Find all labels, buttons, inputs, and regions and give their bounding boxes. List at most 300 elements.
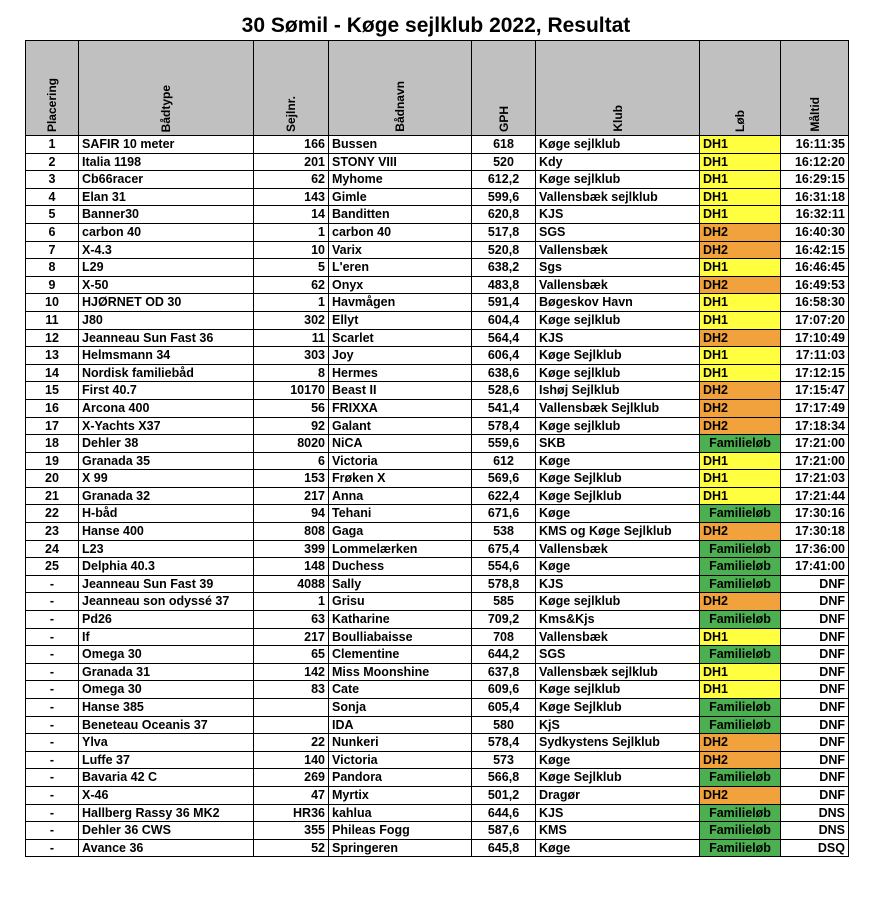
table-row — [26, 804, 849, 822]
cell-loeb: DH1 — [700, 294, 781, 312]
cell-klub: Køge Sejlklub — [536, 347, 700, 365]
cell-gph: 554,6 — [472, 558, 536, 576]
results-body — [26, 136, 849, 857]
cell-klub: Køge sejlklub — [536, 311, 700, 329]
cell-gph: 671,6 — [472, 505, 536, 523]
cell-klub: Vallensbæk Sejlklub — [536, 399, 700, 417]
cell-loeb: DH2 — [700, 417, 781, 435]
table-row — [26, 188, 849, 206]
cell-placering: 21 — [26, 487, 79, 505]
cell-gph: 483,8 — [472, 276, 536, 294]
table-row — [26, 435, 849, 453]
cell-gph: 520,8 — [472, 241, 536, 259]
cell-sejlnr: 399 — [254, 540, 329, 558]
cell-placering: 7 — [26, 241, 79, 259]
cell-maaltid: DNF — [781, 575, 849, 593]
cell-gph: 644,6 — [472, 804, 536, 822]
cell-placering: - — [26, 822, 79, 840]
cell-maaltid: DNF — [781, 716, 849, 734]
table-row — [26, 769, 849, 787]
cell-baadnavn: Pandora — [329, 769, 472, 787]
table-row — [26, 505, 849, 523]
cell-gph: 618 — [472, 136, 536, 154]
cell-placering: 5 — [26, 206, 79, 224]
cell-baadtype: Jeanneau Sun Fast 36 — [79, 329, 254, 347]
cell-loeb: DH1 — [700, 171, 781, 189]
cell-klub: KJS — [536, 329, 700, 347]
cell-sejlnr: 201 — [254, 153, 329, 171]
results-table — [25, 40, 849, 857]
cell-klub: Køge Sejlklub — [536, 487, 700, 505]
cell-loeb: Familieløb — [700, 822, 781, 840]
cell-baadnavn: Gimle — [329, 188, 472, 206]
cell-baadnavn: L'eren — [329, 259, 472, 277]
table-row — [26, 417, 849, 435]
cell-baadnavn: Myrtix — [329, 786, 472, 804]
cell-baadtype: Pd26 — [79, 611, 254, 629]
table-row — [26, 734, 849, 752]
cell-loeb: Familieløb — [700, 435, 781, 453]
cell-loeb: DH1 — [700, 452, 781, 470]
cell-maaltid: 16:12:20 — [781, 153, 849, 171]
cell-maaltid: 16:32:11 — [781, 206, 849, 224]
cell-maaltid: 17:11:03 — [781, 347, 849, 365]
cell-placering: 4 — [26, 188, 79, 206]
table-row — [26, 329, 849, 347]
header-sejlnr: Sejlnr. — [254, 41, 329, 136]
cell-baadtype: Omega 30 — [79, 681, 254, 699]
cell-gph: 638,2 — [472, 259, 536, 277]
cell-maaltid: 17:18:34 — [781, 417, 849, 435]
cell-sejlnr: 11 — [254, 329, 329, 347]
cell-baadtype: Jeanneau Sun Fast 39 — [79, 575, 254, 593]
cell-placering: - — [26, 611, 79, 629]
cell-gph: 638,6 — [472, 364, 536, 382]
cell-maaltid: 17:41:00 — [781, 558, 849, 576]
cell-baadnavn: carbon 40 — [329, 223, 472, 241]
cell-gph: 605,4 — [472, 699, 536, 717]
cell-klub: Køge — [536, 839, 700, 857]
cell-maaltid: 16:42:15 — [781, 241, 849, 259]
cell-klub: Køge — [536, 751, 700, 769]
cell-gph: 501,2 — [472, 786, 536, 804]
cell-klub: Kdy — [536, 153, 700, 171]
cell-gph: 644,2 — [472, 646, 536, 664]
cell-placering: 17 — [26, 417, 79, 435]
header-gph: GPH — [472, 41, 536, 136]
cell-sejlnr: 303 — [254, 347, 329, 365]
cell-loeb: DH1 — [700, 311, 781, 329]
cell-maaltid: 17:21:00 — [781, 452, 849, 470]
cell-maaltid: DSQ — [781, 839, 849, 857]
cell-gph: 520 — [472, 153, 536, 171]
cell-klub: Vallensbæk — [536, 628, 700, 646]
cell-sejlnr: 83 — [254, 681, 329, 699]
table-row — [26, 628, 849, 646]
cell-maaltid: DNF — [781, 769, 849, 787]
cell-klub: KJS — [536, 206, 700, 224]
cell-placering: 20 — [26, 470, 79, 488]
header-baadnavn: Bådnavn — [329, 41, 472, 136]
cell-sejlnr: 94 — [254, 505, 329, 523]
cell-baadnavn: Clementine — [329, 646, 472, 664]
cell-baadnavn: Beast II — [329, 382, 472, 400]
header-baadtype: Bådtype — [79, 41, 254, 136]
cell-loeb: DH1 — [700, 188, 781, 206]
cell-loeb: DH2 — [700, 523, 781, 541]
cell-baadtype: Granada 31 — [79, 663, 254, 681]
cell-maaltid: DNS — [781, 822, 849, 840]
cell-baadnavn: Anna — [329, 487, 472, 505]
cell-sejlnr: 302 — [254, 311, 329, 329]
cell-maaltid: 16:49:53 — [781, 276, 849, 294]
cell-baadnavn: Varix — [329, 241, 472, 259]
table-row — [26, 575, 849, 593]
cell-baadtype: X-4.3 — [79, 241, 254, 259]
cell-loeb: DH2 — [700, 276, 781, 294]
cell-klub: KJS — [536, 804, 700, 822]
cell-loeb: DH1 — [700, 347, 781, 365]
cell-loeb: DH1 — [700, 487, 781, 505]
cell-loeb: DH1 — [700, 136, 781, 154]
cell-placering: 15 — [26, 382, 79, 400]
cell-sejlnr: 22 — [254, 734, 329, 752]
cell-gph: 578,4 — [472, 734, 536, 752]
cell-placering: - — [26, 681, 79, 699]
cell-placering: 6 — [26, 223, 79, 241]
cell-klub: Sgs — [536, 259, 700, 277]
cell-baadnavn: Tehani — [329, 505, 472, 523]
cell-klub: Køge Sejlklub — [536, 769, 700, 787]
cell-gph: 538 — [472, 523, 536, 541]
cell-placering: - — [26, 769, 79, 787]
table-row — [26, 276, 849, 294]
cell-placering: - — [26, 734, 79, 752]
cell-maaltid: 16:11:35 — [781, 136, 849, 154]
cell-baadnavn: Hermes — [329, 364, 472, 382]
cell-baadnavn: Banditten — [329, 206, 472, 224]
cell-maaltid: 16:40:30 — [781, 223, 849, 241]
cell-loeb: Familieløb — [700, 540, 781, 558]
cell-placering: - — [26, 751, 79, 769]
cell-sejlnr: 153 — [254, 470, 329, 488]
cell-baadtype: Hallberg Rassy 36 MK2 — [79, 804, 254, 822]
header-placering: Placering — [26, 41, 79, 136]
cell-gph: 541,4 — [472, 399, 536, 417]
cell-klub: KMS — [536, 822, 700, 840]
cell-baadtype: Luffe 37 — [79, 751, 254, 769]
cell-klub: Køge — [536, 452, 700, 470]
cell-klub: Køge sejlklub — [536, 364, 700, 382]
cell-placering: - — [26, 575, 79, 593]
cell-sejlnr: 63 — [254, 611, 329, 629]
cell-placering: 13 — [26, 347, 79, 365]
table-row — [26, 347, 849, 365]
cell-baadtype: Cb66racer — [79, 171, 254, 189]
cell-sejlnr: 56 — [254, 399, 329, 417]
cell-baadnavn: Victoria — [329, 452, 472, 470]
cell-baadtype: First 40.7 — [79, 382, 254, 400]
cell-baadnavn: Galant — [329, 417, 472, 435]
cell-gph: 645,8 — [472, 839, 536, 857]
table-row — [26, 699, 849, 717]
cell-sejlnr: 62 — [254, 276, 329, 294]
cell-baadnavn: Katharine — [329, 611, 472, 629]
table-row — [26, 399, 849, 417]
cell-klub: SKB — [536, 435, 700, 453]
cell-placering: - — [26, 804, 79, 822]
table-row — [26, 611, 849, 629]
cell-maaltid: 17:30:16 — [781, 505, 849, 523]
cell-gph: 637,8 — [472, 663, 536, 681]
cell-maaltid: DNF — [781, 734, 849, 752]
cell-baadnavn: Cate — [329, 681, 472, 699]
cell-klub: Køge sejlklub — [536, 136, 700, 154]
cell-baadtype: Avance 36 — [79, 839, 254, 857]
cell-gph: 569,6 — [472, 470, 536, 488]
cell-baadtype: X-46 — [79, 786, 254, 804]
cell-placering: 25 — [26, 558, 79, 576]
page-title: 30 Sømil - Køge sejlklub 2022, Resultat — [241, 14, 631, 37]
cell-sejlnr: 1 — [254, 223, 329, 241]
cell-sejlnr: 8020 — [254, 435, 329, 453]
cell-loeb: DH1 — [700, 628, 781, 646]
header-klub: Klub — [536, 41, 700, 136]
cell-sejlnr: 148 — [254, 558, 329, 576]
cell-sejlnr: 4088 — [254, 575, 329, 593]
cell-placering: 14 — [26, 364, 79, 382]
cell-klub: SGS — [536, 223, 700, 241]
cell-baadnavn: Springeren — [329, 839, 472, 857]
cell-gph: 620,8 — [472, 206, 536, 224]
cell-baadtype: HJØRNET OD 30 — [79, 294, 254, 312]
cell-maaltid: DNS — [781, 804, 849, 822]
cell-maaltid: DNF — [781, 628, 849, 646]
cell-klub: KjS — [536, 716, 700, 734]
cell-loeb: Familieløb — [700, 575, 781, 593]
cell-placering: 9 — [26, 276, 79, 294]
cell-loeb: DH2 — [700, 593, 781, 611]
cell-placering: 16 — [26, 399, 79, 417]
cell-maaltid: DNF — [781, 699, 849, 717]
cell-klub: Køge — [536, 505, 700, 523]
cell-baadnavn: Bussen — [329, 136, 472, 154]
cell-maaltid: DNF — [781, 786, 849, 804]
cell-baadtype: carbon 40 — [79, 223, 254, 241]
table-row — [26, 646, 849, 664]
cell-gph: 591,4 — [472, 294, 536, 312]
cell-baadnavn: Boulliabaisse — [329, 628, 472, 646]
cell-baadtype: Elan 31 — [79, 188, 254, 206]
cell-gph: 573 — [472, 751, 536, 769]
cell-klub: Køge Sejlklub — [536, 699, 700, 717]
table-row — [26, 839, 849, 857]
cell-sejlnr: 14 — [254, 206, 329, 224]
cell-klub: Køge sejlklub — [536, 171, 700, 189]
cell-baadnavn: Phileas Fogg — [329, 822, 472, 840]
cell-klub: Dragør — [536, 786, 700, 804]
cell-klub: Køge sejlklub — [536, 417, 700, 435]
cell-baadtype: Arcona 400 — [79, 399, 254, 417]
cell-gph: 559,6 — [472, 435, 536, 453]
cell-gph: 578,8 — [472, 575, 536, 593]
cell-loeb: DH1 — [700, 259, 781, 277]
cell-gph: 709,2 — [472, 611, 536, 629]
cell-sejlnr: 142 — [254, 663, 329, 681]
table-row — [26, 470, 849, 488]
cell-baadnavn: Lommelærken — [329, 540, 472, 558]
cell-baadtype: Granada 32 — [79, 487, 254, 505]
cell-sejlnr: 52 — [254, 839, 329, 857]
table-row — [26, 487, 849, 505]
cell-placering: - — [26, 786, 79, 804]
cell-loeb: Familieløb — [700, 558, 781, 576]
cell-loeb: DH1 — [700, 470, 781, 488]
cell-gph: 578,4 — [472, 417, 536, 435]
header-loeb: Løb — [700, 41, 781, 136]
cell-sejlnr: 1 — [254, 294, 329, 312]
cell-sejlnr: 1 — [254, 593, 329, 611]
cell-loeb: DH2 — [700, 223, 781, 241]
cell-loeb: DH1 — [700, 206, 781, 224]
cell-maaltid: 17:21:00 — [781, 435, 849, 453]
cell-baadtype: Banner30 — [79, 206, 254, 224]
table-row — [26, 540, 849, 558]
cell-baadnavn: IDA — [329, 716, 472, 734]
cell-loeb: Familieløb — [700, 611, 781, 629]
cell-loeb: DH2 — [700, 786, 781, 804]
cell-placering: - — [26, 839, 79, 857]
cell-sejlnr: 355 — [254, 822, 329, 840]
cell-baadnavn: Duchess — [329, 558, 472, 576]
cell-baadnavn: Gaga — [329, 523, 472, 541]
cell-maaltid: 17:12:15 — [781, 364, 849, 382]
cell-baadtype: If — [79, 628, 254, 646]
header-maaltid: Måltid — [781, 41, 849, 136]
cell-sejlnr: 6 — [254, 452, 329, 470]
cell-loeb: DH2 — [700, 751, 781, 769]
cell-placering: 10 — [26, 294, 79, 312]
cell-baadtype: L29 — [79, 259, 254, 277]
cell-baadnavn: FRIXXA — [329, 399, 472, 417]
cell-loeb: DH2 — [700, 382, 781, 400]
cell-sejlnr: 808 — [254, 523, 329, 541]
cell-loeb: Familieløb — [700, 505, 781, 523]
cell-sejlnr: HR36 — [254, 804, 329, 822]
cell-loeb: DH2 — [700, 734, 781, 752]
cell-baadnavn: Onyx — [329, 276, 472, 294]
cell-baadnavn: Sonja — [329, 699, 472, 717]
cell-loeb: Familieløb — [700, 699, 781, 717]
table-row — [26, 593, 849, 611]
cell-placering: - — [26, 663, 79, 681]
table-row — [26, 822, 849, 840]
cell-maaltid: 17:15:47 — [781, 382, 849, 400]
cell-baadtype: Delphia 40.3 — [79, 558, 254, 576]
table-row — [26, 206, 849, 224]
cell-loeb: DH2 — [700, 399, 781, 417]
cell-baadnavn: Miss Moonshine — [329, 663, 472, 681]
cell-loeb: Familieløb — [700, 646, 781, 664]
cell-baadnavn: Joy — [329, 347, 472, 365]
cell-baadtype: Granada 35 — [79, 452, 254, 470]
cell-klub: Bøgeskov Havn — [536, 294, 700, 312]
cell-sejlnr: 62 — [254, 171, 329, 189]
cell-gph: 585 — [472, 593, 536, 611]
cell-baadtype: Hanse 400 — [79, 523, 254, 541]
cell-loeb: DH2 — [700, 329, 781, 347]
cell-sejlnr: 47 — [254, 786, 329, 804]
table-row — [26, 364, 849, 382]
table-row — [26, 223, 849, 241]
cell-baadtype: Bavaria 42 C — [79, 769, 254, 787]
cell-gph: 587,6 — [472, 822, 536, 840]
cell-loeb: DH1 — [700, 153, 781, 171]
cell-gph: 599,6 — [472, 188, 536, 206]
cell-maaltid: DNF — [781, 681, 849, 699]
cell-sejlnr: 143 — [254, 188, 329, 206]
cell-placering: - — [26, 628, 79, 646]
cell-baadnavn: STONY VIII — [329, 153, 472, 171]
cell-maaltid: DNF — [781, 593, 849, 611]
cell-gph: 604,4 — [472, 311, 536, 329]
cell-klub: Sydkystens Sejlklub — [536, 734, 700, 752]
cell-maaltid: 17:17:49 — [781, 399, 849, 417]
cell-maaltid: 17:36:00 — [781, 540, 849, 558]
cell-baadnavn: Victoria — [329, 751, 472, 769]
cell-baadtype: Dehler 36 CWS — [79, 822, 254, 840]
cell-sejlnr: 269 — [254, 769, 329, 787]
cell-klub: KMS og Køge Sejlklub — [536, 523, 700, 541]
cell-maaltid: 17:21:03 — [781, 470, 849, 488]
cell-placering: 22 — [26, 505, 79, 523]
cell-baadnavn: Myhome — [329, 171, 472, 189]
cell-maaltid: DNF — [781, 646, 849, 664]
cell-baadtype: J80 — [79, 311, 254, 329]
table-row — [26, 558, 849, 576]
cell-sejlnr: 140 — [254, 751, 329, 769]
cell-sejlnr: 166 — [254, 136, 329, 154]
table-row — [26, 716, 849, 734]
cell-baadnavn: Sally — [329, 575, 472, 593]
cell-gph: 528,6 — [472, 382, 536, 400]
cell-placering: 1 — [26, 136, 79, 154]
cell-maaltid: 16:31:18 — [781, 188, 849, 206]
cell-sejlnr — [254, 716, 329, 734]
cell-baadnavn: Nunkeri — [329, 734, 472, 752]
cell-klub: Vallensbæk sejlklub — [536, 188, 700, 206]
cell-loeb: Familieløb — [700, 769, 781, 787]
cell-baadtype: H-båd — [79, 505, 254, 523]
cell-klub: Kms&Kjs — [536, 611, 700, 629]
cell-placering: 11 — [26, 311, 79, 329]
cell-maaltid: 16:58:30 — [781, 294, 849, 312]
cell-gph: 612 — [472, 452, 536, 470]
cell-placering: - — [26, 699, 79, 717]
cell-klub: Køge — [536, 558, 700, 576]
cell-loeb: Familieløb — [700, 716, 781, 734]
cell-gph: 612,2 — [472, 171, 536, 189]
cell-klub: Vallensbæk — [536, 241, 700, 259]
cell-loeb: DH2 — [700, 241, 781, 259]
cell-gph: 566,8 — [472, 769, 536, 787]
cell-baadnavn: kahlua — [329, 804, 472, 822]
cell-baadtype: Ylva — [79, 734, 254, 752]
cell-maaltid: 17:30:18 — [781, 523, 849, 541]
cell-gph: 606,4 — [472, 347, 536, 365]
cell-sejlnr: 92 — [254, 417, 329, 435]
cell-gph: 564,4 — [472, 329, 536, 347]
